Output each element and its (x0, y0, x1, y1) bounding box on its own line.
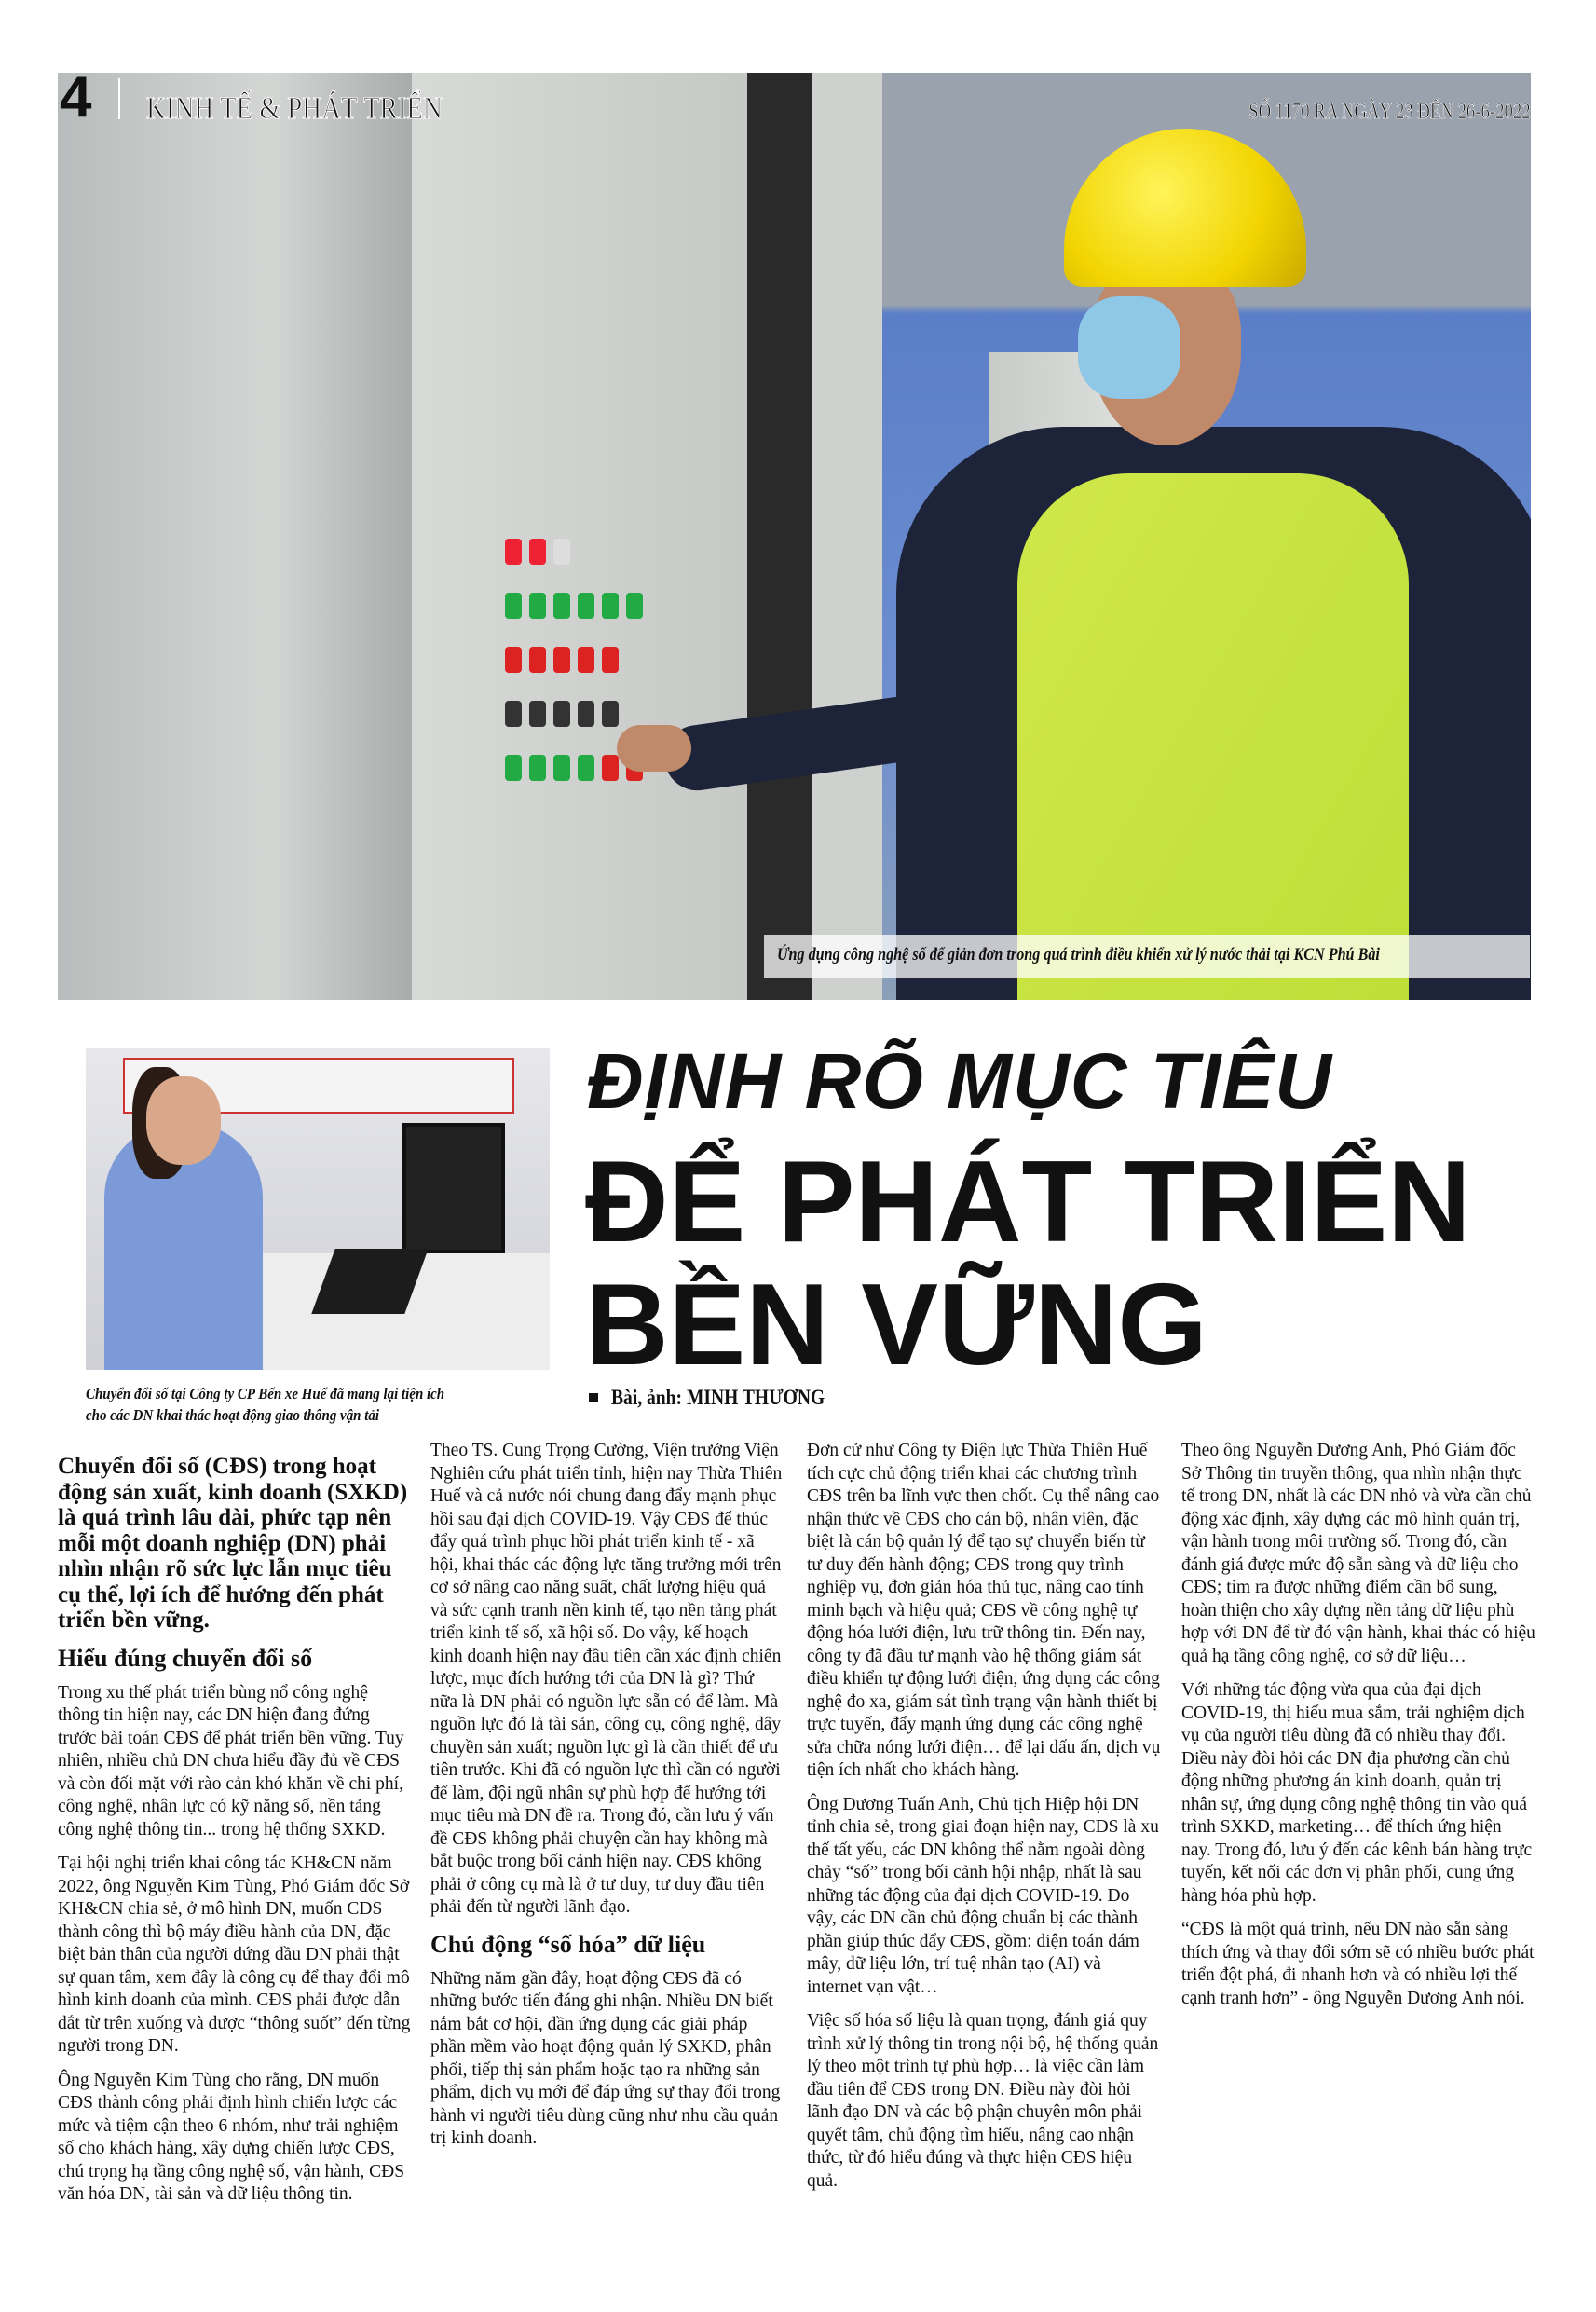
paragraph: Ông Nguyễn Kim Tùng cho rằng, DN muốn CĐS thành công phải định hình chiến lược các mức và tiệm cận theo 6 nhóm, như trải nghiệm số cho khách hàng, xây dựng chiến lược CĐS, chú trọng hạ tầng công nghệ số, vận hành, CĐS văn hóa DN, tài sản và dữ liệu thông tin. (58, 2070, 405, 2204)
small-photo (86, 1048, 550, 1370)
paragraph: Theo TS. Cung Trọng Cường, Viện trưởng Viện Nghiên cứu phát triển tỉnh, hiện nay Thừa Thiên Huế và cả nước nói chung đang đẩy mạnh phục hồi sau đại dịch COVID-19. Vậy CĐS để thúc đẩy quá trình phục hồi phát triển kinh tế - xã hội, khai thác các động lực tăng trưởng mới trên cơ sở nâng cao năng suất, chất lượng hiệu quả và sức cạnh tranh nền kinh tế, tạo nền tảng phát triển kinh tế số, xã hội số. Do vậy, kế hoạch kinh doanh hiện nay đầu tiên cần xác định chiến lược, mục đích hướng tới của DN là gì? Thứ nữa là DN phải có nguồn lực sẵn có để làm. Mà nguồn lực đó là tài sản, công cụ, công nghệ, dây chuyền sản xuất; nguồn lực gì là cần thiết để ưu tiên trước. Khi đã có nguồn lực thì cần có người để làm, đội ngũ nhân sự phù hợp để hướng tới mục tiêu mà DN đề ra. Trong đó, cần lưu ý vấn đề CĐS không phải chuyện cần hay không mà bắt buộc trong bối cảnh hiện nay. CĐS không phải ở công cụ mà là ở tư duy, tư duy đầu tiên phải đến từ người lãnh đạo. (430, 1441, 783, 1917)
subheading: Chủ động “số hóa” dữ liệu (430, 1930, 706, 1958)
main-photo-caption: Ứng dụng công nghệ số để giản đơn trong quá trình điều khiển xử lý nước thải tại KCN Phú Bài (764, 935, 1530, 978)
article-column-1 (58, 1454, 412, 2218)
safety-vest (1017, 473, 1409, 1000)
article-column-2 (430, 1440, 784, 2162)
byline: Bài, ảnh: MINH THƯƠNG (589, 1387, 863, 1408)
issue-info: SỐ 1170 RA NGÀY 23 ĐẾN 26-6-2022 (1248, 100, 1531, 124)
paragraph: “CĐS là một quá trình, nếu DN nào sẵn sàng thích ứng và thay đổi sớm sẽ có nhiều bước phát triển đột phá, đi nhanh hơn và có nhiều lợi thế cạnh tranh hơn” - ông Nguyễn Dương Anh nói. (1181, 1920, 1535, 2008)
monitor (402, 1123, 505, 1253)
control-panel (412, 73, 747, 1000)
square-bullet-icon (589, 1393, 598, 1402)
page-header (58, 65, 1531, 138)
paragraph: Theo ông Nguyễn Dương Anh, Phó Giám đốc Sở Thông tin truyền thông, qua nhìn nhận thực tế trong DN, nhất là các DN nhỏ và vừa cần chủ động xác định, xây dựng các mô hình quản trị, vận hành trong môi trường số. Trong đó, cần đánh giá được mức độ sẵn sàng và dữ liệu cho CĐS; tìm ra được những điểm cần bổ sung, hoàn thiện cho xây dựng nền tảng dữ liệu phù hợp với DN để từ đó vận hành, khai thác có hiệu quả hạ tầng công nghệ, cơ sở dữ liệu… (1181, 1441, 1535, 1666)
article-column-3 (807, 1440, 1161, 2204)
page-number: 4 (60, 65, 92, 130)
paragraph: Việc số hóa số liệu là quan trọng, đánh giá quy trình xử lý thông tin trong nội bộ, hệ thống quản lý theo một trình tự phù hợp… là việc cần làm đầu tiên để CĐS trong DN. Điều này đòi hỏi lãnh đạo DN và các bộ phận chuyên môn phải quyết tâm, chủ động tìm hiểu, nâng cao nhận thức, từ đó hiểu đúng và thực hiện CĐS hiệu quả. (807, 2011, 1159, 2191)
lede: Chuyển đổi số (CĐS) trong hoạt động sản xuất, kinh doanh (SXKD) là quá trình lâu dài, phức tạp nên mỗi một doanh nghiệp (DN) phải nhìn nhận rõ sức lực lẫn mục tiêu cụ thể, lợi ích để hướng đến phát triển bền vững. (58, 1454, 408, 1633)
electrical-cabinet (58, 73, 412, 1000)
article-column-4 (1181, 1440, 1535, 2021)
paragraph: Ông Dương Tuấn Anh, Chủ tịch Hiệp hội DN tỉnh chia sẻ, trong giai đoạn hiện nay, CĐS là xu thế tất yếu, các DN không thể nằm ngoài dòng chảy “số” trong bối cảnh hội nhập, nhất là sau những tác động của đại dịch COVID-19. Do vậy, các DN cần chủ động chuẩn bị các thành phần giúp thúc đẩy CĐS, gồm: điện toán đám mây, dữ liệu lớn, trí tuệ nhân tạo (AI) và internet vạn vật… (807, 1794, 1159, 1997)
subheading: Hiểu đúng chuyển đổi số (58, 1644, 313, 1672)
paragraph: Với những tác động vừa qua của đại dịch COVID-19, thị hiếu mua sắm, trải nghiệm dịch vụ của người tiêu dùng đã có nhiều thay đổi. Điều này đòi hỏi các DN địa phương cần chủ động những phương án kinh doanh, quản trị nhân sự, ứng dụng công nghệ thông tin vào quá trình SXKD, marketing… để thích ứng hiện nay. Trong đó, lưu ý đến các kênh bán hàng trực tuyến, kết nối các đơn vị phân phối, cung ứng hàng hóa phù hợp. (1181, 1680, 1533, 1906)
paragraph: Đơn cử như Công ty Điện lực Thừa Thiên Huế tích cực chủ động triển khai các chương trình CĐS trên ba lĩnh vực then chốt. Cụ thể nâng cao nhận thức về CĐS cho cán bộ, nhân viên, đặc biệt là cán bộ quản lý để tạo sự chuyển biến từ tư duy đến hành động; CĐS trong quy trình nghiệp vụ, đơn giản hóa thủ tục, nâng cao tính minh bạch và hiệu quả; CĐS về công nghệ tự động hóa lưới điện, lưu trữ thông tin. Đến nay, công ty đã đầu tư mạnh vào hệ thống giám sát điều khiển tự động lưới điện, ứng dụng các công nghệ đo xa, giám sát tình trạng vận hành thiết bị trực tuyến, đẩy mạnh ứng dụng các công nghệ sửa chữa nóng lưới điện… để lại dấu ấn, dịch vụ tiện ích nhất cho khách hàng. (807, 1441, 1161, 1780)
headline-kicker: ĐỊNH RÕ MỤC TIÊU (587, 1037, 1332, 1125)
main-photo (58, 73, 1531, 1000)
section-title: KINH TẾ & PHÁT TRIỂN (146, 91, 443, 126)
headline-line: ĐỂ PHÁT TRIỂN (585, 1138, 1471, 1266)
paragraph: Tại hội nghị triển khai công tác KH&CN năm 2022, ông Nguyễn Kim Tùng, Phó Giám đốc Sở KH&CN chia sẻ, ở mô hình DN, muốn CĐS thành công thì bộ máy điều hành của DN, đặc biệt bản thân của người đứng đầu DN phải thật sự quan tâm, xem đây là công cụ để thay đổi mô hình kinh doanh của mình. CĐS phải được dẫn dắt từ trên xuống và được “thông suốt” đến từng người trong DN. (58, 1854, 411, 2056)
paragraph: Những năm gần đây, hoạt động CĐS đã có những bước tiến đáng ghi nhận. Nhiều DN biết nắm bắt cơ hội, dần ứng dụng các giải pháp phần mềm vào hoạt động quản lý SXKD, phân phối, tiếp thị sản phẩm hoặc tạo ra những sản phẩm, dịch vụ mới để đáp ứng sự thay đổi trong hành vi người tiêu dùng cũng như nhu cầu quản trị kinh doanh. (430, 1968, 781, 2148)
paragraph: Trong xu thế phát triển bùng nổ công nghệ thông tin hiện nay, các DN hiện đang đứng trước bài toán CĐS để phát triển bền vững. Tuy nhiên, nhiều chủ DN chưa hiểu đầy đủ về CĐS và còn đối mặt với rào cản khó khăn về chi phí, công nghệ, nhân lực có kỹ năng số, nền tảng công nghệ thông tin... trong hệ thống SXKD. (58, 1682, 404, 1840)
small-photo-caption: Chuyển đổi số tại Công ty CP Bến xe Huế đã mang lại tiện ích cho các DN khai thác hoạt động giao thông vận tải (86, 1385, 445, 1424)
divider (118, 78, 120, 119)
headline-line: BỀN VỮNG (585, 1261, 1207, 1389)
